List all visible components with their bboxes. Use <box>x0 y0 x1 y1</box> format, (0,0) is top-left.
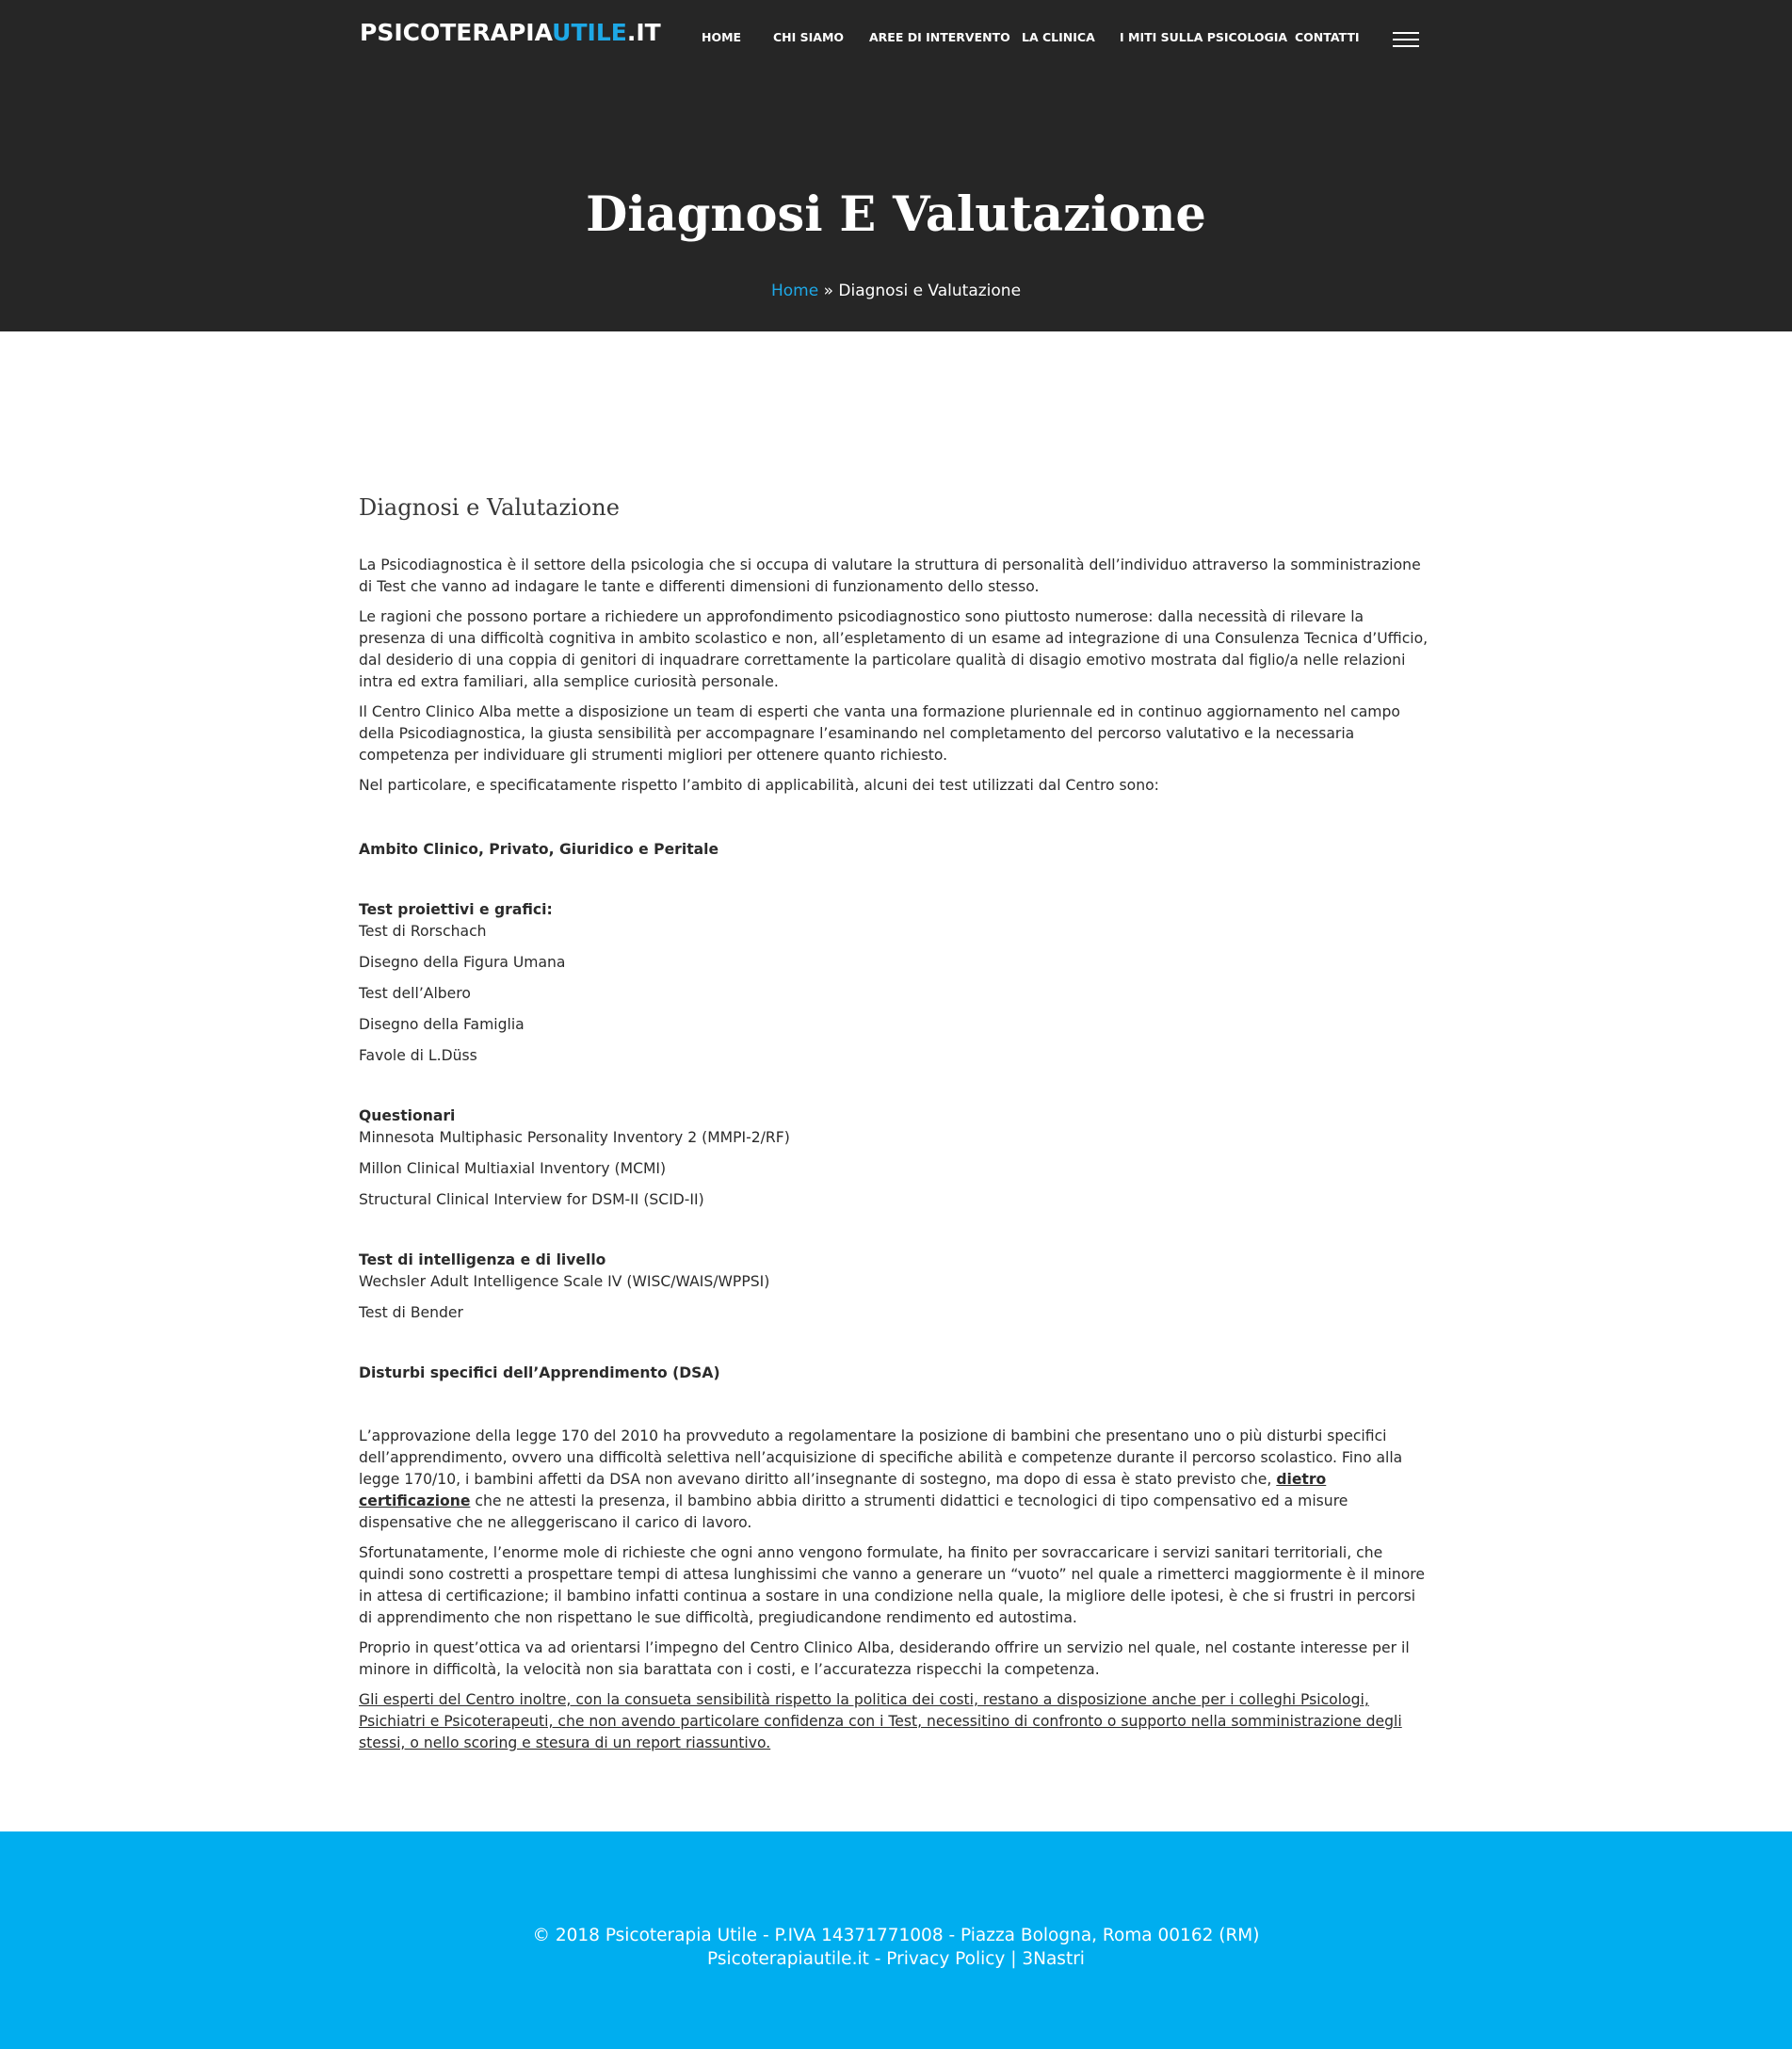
dsa-text: che ne attesti la presenza, il bambino abbia diritto a strumenti didattici e tecnologici di tipo compensativo ed a misure dispensative che ne alleggeriscano il carico di lavoro. <box>359 1492 1348 1531</box>
logo-accent: UTILE <box>552 19 627 46</box>
content-heading: Diagnosi e Valutazione <box>359 494 620 521</box>
footer-site-link[interactable]: Psicoterapiautile.it <box>707 1949 869 1969</box>
dsa-paragraph: Sfortunatamente, l’enorme mole di richieste che ogni anno vengono formulate, ha finito per sovraccaricare i servizi sanitari territoriali, che quindi sono costretti a prospettare tempi di attesa lunghissimi che vanno a generare un “vuoto” nel quale a rimetterci maggiormente è il minore in attesa di certificazione; il bambino infatti continua a sostare in una condizione nella quale, la migliore delle ipotesi, è che si frustri in percorsi di apprendimento che non rispettano le sue difficoltà, pregiudicandone rendimento ed autostima. <box>359 1544 1425 1626</box>
section-title-dsa: Disturbi specifici dell’Apprendimento (DSA) <box>359 1364 720 1381</box>
main-content <box>359 494 1429 1763</box>
nav-item-contatti[interactable]: CONTATTI <box>1295 30 1360 44</box>
list-item: Millon Clinical Multiaxial Inventory (MCMI) <box>359 1160 667 1177</box>
hamburger-menu-icon[interactable] <box>1393 32 1419 47</box>
footer-copyright: © 2018 Psicoterapia Utile - P.IVA 14371771008 - Piazza Bologna, Roma 00162 (RM) <box>532 1926 1260 1945</box>
nav-item-la-clinica[interactable]: LA CLINICA <box>1022 30 1095 44</box>
list-item: Disegno della Figura Umana <box>359 954 566 971</box>
nav-item-chi-siamo[interactable]: CHI SIAMO <box>773 30 845 44</box>
dsa-paragraph <box>359 1689 1429 1754</box>
list-item: Test dell’Albero <box>359 985 471 1002</box>
page-footer <box>0 1831 1792 2049</box>
certificazione-link[interactable]: dietro certificazione <box>359 1471 1327 1509</box>
page-title: Diagnosi E Valutazione <box>586 186 1206 243</box>
list-item: Minnesota Multiphasic Personality Inventory 2 (MMPI-2/RF) <box>359 1129 790 1146</box>
section-title-projective: Test proiettivi e grafici: <box>359 901 553 918</box>
page-header <box>0 0 1792 331</box>
list-item: Favole di L.Düss <box>359 1047 477 1064</box>
breadcrumb <box>0 282 1792 300</box>
logo-main: PSICOTERAPIA <box>360 19 553 46</box>
nav-item-aree-di-intervento[interactable]: AREE DI INTERVENTO <box>869 30 1010 44</box>
intro-paragraph: La Psicodiagnostica è il settore della psicologia che si occupa di valutare la struttura di personalità dell’individuo attraverso la somministrazione di Test che vanno ad indagare le tante e differenti dimensioni di funzionamento dello stesso. <box>359 557 1421 595</box>
list-item: Test di Bender <box>359 1304 463 1321</box>
logo-suffix: .IT <box>626 19 661 46</box>
list-item: Disegno della Famiglia <box>359 1016 525 1033</box>
dsa-paragraph <box>359 1426 1429 1534</box>
breadcrumb-separator: » <box>818 282 839 300</box>
privacy-policy-link[interactable]: Privacy Policy <box>886 1949 1006 1969</box>
list-item: Wechsler Adult Intelligence Scale IV (WISC/WAIS/WPPSI) <box>359 1273 770 1290</box>
list-item: Structural Clinical Interview for DSM-II (SCID-II) <box>359 1191 704 1208</box>
experts-link[interactable]: Gli esperti del Centro inoltre, con la consueta sensibilità rispetto la politica dei costi, restano a disposizione anche per i colleghi Psicologi, Psichiatri e Psicoterapeuti, che non avendo particolare confidenza con i Test, necessitino di confronto o supporto nella somministrazione degli stessi, o nello scoring e stesura di un report riassuntivo. <box>359 1691 1402 1751</box>
nav-item-i-miti-sulla-psicologia[interactable]: I MITI SULLA PSICOLOGIA <box>1120 30 1288 44</box>
footer-separator: - <box>868 1949 887 1969</box>
dsa-paragraph: Proprio in quest’ottica va ad orientarsi l’impegno del Centro Clinico Alba, desiderando offrire un servizio nel quale, nel costante interesse per il minore in difficoltà, la velocità non sia barattata con i costi, e l’accuratezza rispecchi la competenza. <box>359 1639 1410 1678</box>
breadcrumb-home-link[interactable]: Home <box>770 282 819 300</box>
credit-link[interactable]: 3Nastri <box>1022 1949 1085 1969</box>
footer-separator: | <box>1005 1949 1023 1969</box>
footer-links <box>0 1949 1792 1969</box>
list-item: Test di Rorschach <box>359 923 487 940</box>
section-title-intelligence: Test di intelligenza e di livello <box>359 1251 606 1268</box>
dsa-text: L’approvazione della legge 170 del 2010 ha provveduto a regolamentare la posizione di bambini che presentano uno o più disturbi specifici dell’apprendimento, ovvero una difficoltà selettiva nell’acquisizione di specifiche abilità e competenze durante il percorso scolastico. Fino alla legge 170/10, i bambini affetti da DSA non avevano diritto all’insegnante di sostegno, ma dopo di essa è stato previsto che, <box>359 1428 1403 1488</box>
section-title-questionnaires: Questionari <box>359 1107 456 1124</box>
nav-item-home[interactable]: HOME <box>702 30 742 44</box>
main-nav <box>0 30 1792 49</box>
breadcrumb-current: Diagnosi e Valutazione <box>838 282 1022 300</box>
intro-paragraph: Il Centro Clinico Alba mette a disposizione un team di esperti che vanta una formazione pluriennale ed in continuo aggiornamento nel campo della Psicodiagnostica, la giusta sensibilità per accompagnare l’esaminando nel completamento del percorso valutativo e la necessaria competenza per individuare gli strumenti migliori per ottenere quanto richiesto. <box>359 703 1400 764</box>
intro-paragraph: Le ragioni che possono portare a richiedere un approfondimento psicodiagnostico sono piuttosto numerose: dalla necessità di rilevare la presenza di una difficoltà cognitiva in ambito scolastico e non, all’espletamento di un esame ad integrazione di una Consulenza Tecnica d’Ufficio, dal desiderio di una coppia di genitori di inquadrare correttamente la particolare qualità di disagio emotivo mostrata dal figlio/a nelle relazioni intra ed extra familiari, alla semplice curiosità personale. <box>359 608 1429 690</box>
intro-paragraph: Nel particolare, e specificatamente rispetto l’ambito di applicabilità, alcuni dei test utilizzati dal Centro sono: <box>359 777 1159 794</box>
section-title-ambito: Ambito Clinico, Privato, Giuridico e Peritale <box>359 841 719 858</box>
